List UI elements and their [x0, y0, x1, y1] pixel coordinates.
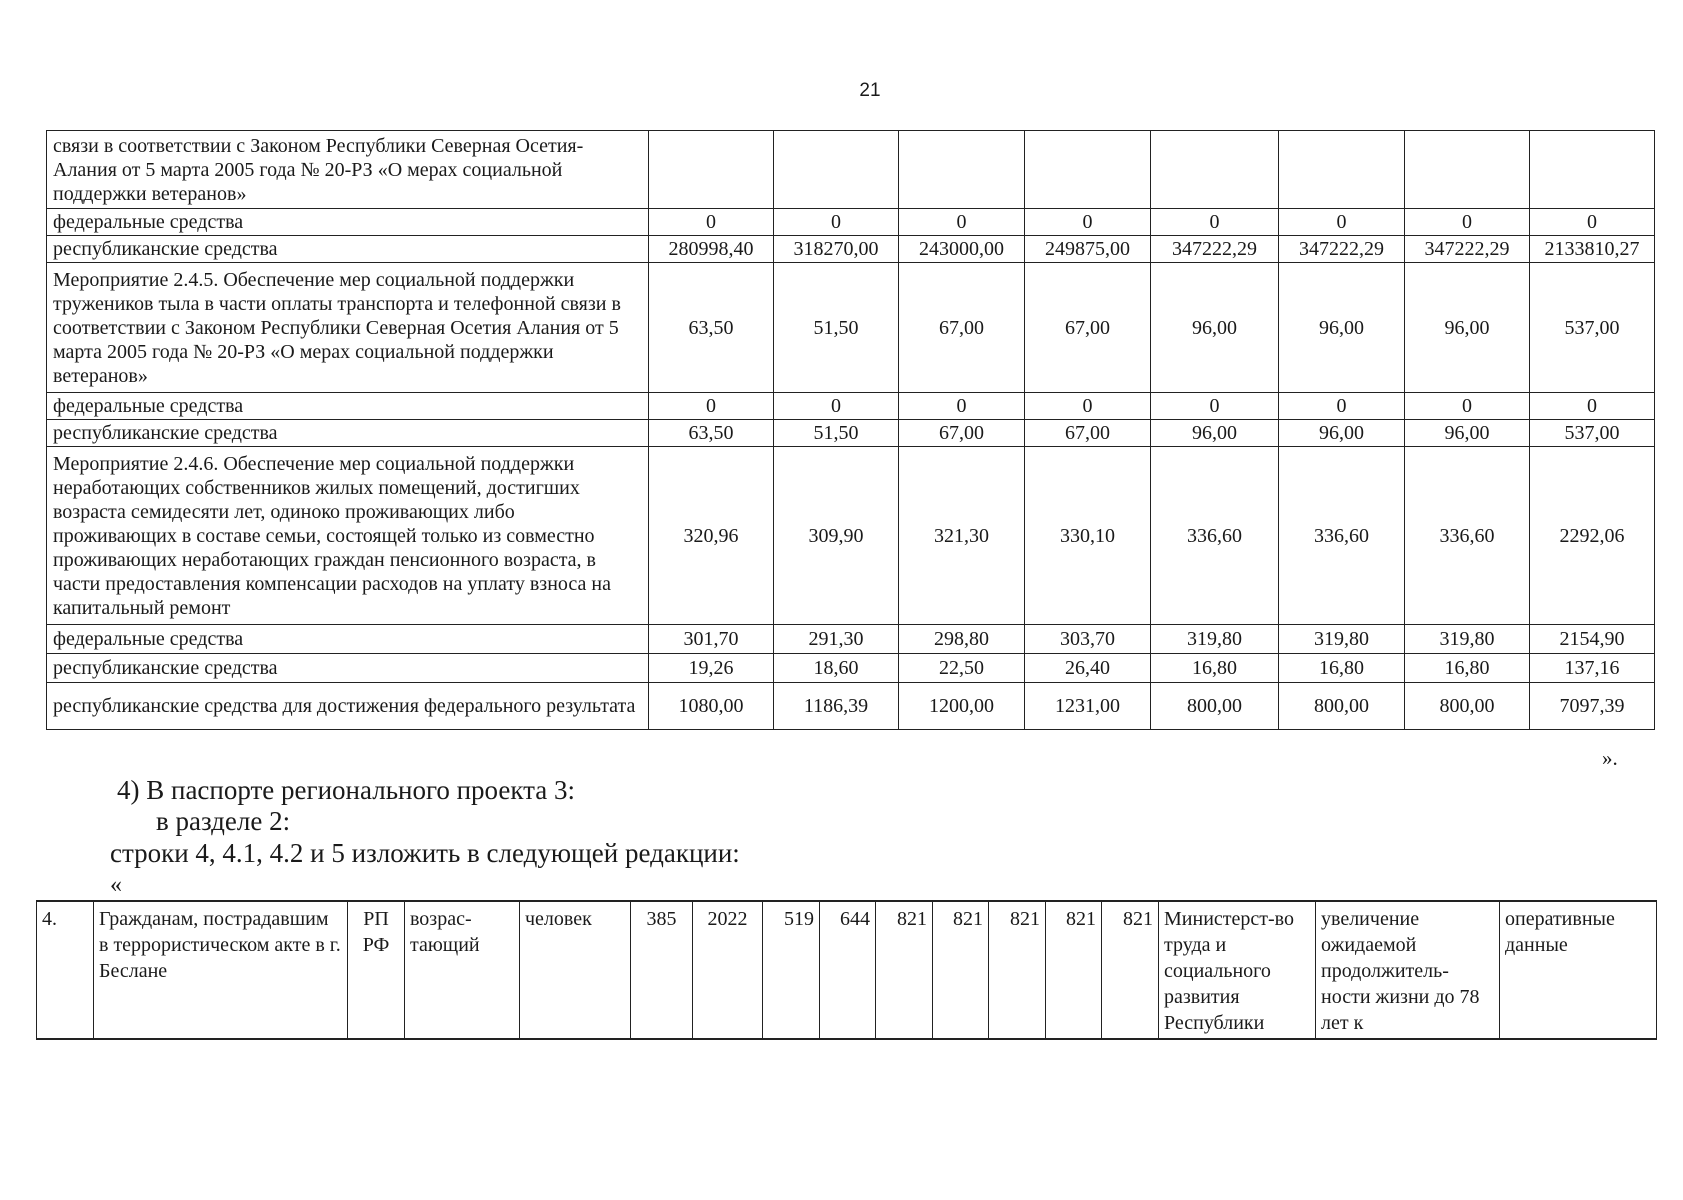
funding-row [47, 447, 1655, 625]
funding-value: 0 [1530, 393, 1655, 420]
funding-value: 243000,00 [899, 236, 1025, 263]
funding-value: 51,50 [774, 263, 899, 393]
funding-value [774, 131, 899, 209]
funding-row-description: федеральные средства [47, 393, 649, 420]
funding-value: 0 [774, 393, 899, 420]
funding-value [1025, 131, 1151, 209]
funding-value: 0 [774, 209, 899, 236]
indicator-value: 821 [876, 901, 933, 1039]
funding-row-description: связи в соответствии с Законом Республики Северная Осетия-Алания от 5 марта 2005 года № 20-РЗ «О мерах социальной поддержки ветеранов» [47, 131, 649, 209]
funding-value: 96,00 [1151, 420, 1279, 447]
funding-value [1151, 131, 1279, 209]
funding-value: 0 [1151, 393, 1279, 420]
funding-value: 0 [1279, 393, 1405, 420]
indicator-table [36, 900, 1657, 1040]
funding-value: 0 [1279, 209, 1405, 236]
funding-row-description: республиканские средства для достижения федерального результата [47, 683, 649, 730]
funding-row [47, 263, 1655, 393]
funding-value: 800,00 [1405, 683, 1530, 730]
funding-value: 0 [899, 209, 1025, 236]
funding-value: 298,80 [899, 625, 1025, 654]
funding-value: 19,26 [649, 654, 774, 683]
funding-row [47, 683, 1655, 730]
funding-value: 67,00 [899, 263, 1025, 393]
paragraph-section: в разделе 2: [156, 806, 291, 836]
funding-value [899, 131, 1025, 209]
funding-value: 67,00 [1025, 420, 1151, 447]
funding-value: 18,60 [774, 654, 899, 683]
funding-value: 51,50 [774, 420, 899, 447]
funding-value: 0 [1405, 393, 1530, 420]
indicator-info-system: оперативные данные [1500, 901, 1657, 1039]
indicator-value: 821 [933, 901, 989, 1039]
funding-row-description: федеральные средства [47, 209, 649, 236]
funding-value: 16,80 [1279, 654, 1405, 683]
funding-value: 347222,29 [1405, 236, 1530, 263]
open-quote: « [110, 872, 122, 898]
funding-value: 336,60 [1405, 447, 1530, 625]
funding-value: 319,80 [1151, 625, 1279, 654]
funding-value: 96,00 [1405, 420, 1530, 447]
funding-value: 2133810,27 [1530, 236, 1655, 263]
funding-value: 0 [1151, 209, 1279, 236]
funding-value: 137,16 [1530, 654, 1655, 683]
funding-value: 63,50 [649, 263, 774, 393]
indicator-trend: возрас-тающий [405, 901, 520, 1039]
funding-value: 63,50 [649, 420, 774, 447]
indicator-value: 821 [1046, 901, 1102, 1039]
funding-row-description: федеральные средства [47, 625, 649, 654]
funding-value: 800,00 [1151, 683, 1279, 730]
indicator-name: Гражданам, пострадавшим в террористическом акте в г. Беслане [94, 901, 348, 1039]
funding-table [46, 130, 1655, 730]
funding-value: 67,00 [899, 420, 1025, 447]
indicator-level: РП РФ [348, 901, 405, 1039]
funding-value: 22,50 [899, 654, 1025, 683]
funding-value: 336,60 [1151, 447, 1279, 625]
funding-value [1405, 131, 1530, 209]
funding-value: 0 [649, 209, 774, 236]
funding-value: 537,00 [1530, 263, 1655, 393]
funding-value [1530, 131, 1655, 209]
funding-value: 96,00 [1279, 420, 1405, 447]
funding-value: 320,96 [649, 447, 774, 625]
funding-value: 301,70 [649, 625, 774, 654]
funding-value: 2154,90 [1530, 625, 1655, 654]
funding-row-description: Мероприятие 2.4.6. Обеспечение мер социальной поддержки неработающих собственников жилых помещений, достигших возраста семидесяти лет, одиноко проживающих либо проживающих в составе семьи, состоящей только из совместно проживающих неработающих граждан пенсионного возраста, в части предоставления компенсации расходов на уплату взноса на капитальный ремонт [47, 447, 649, 625]
indicator-value: 519 [763, 901, 820, 1039]
funding-value: 1231,00 [1025, 683, 1151, 730]
funding-value: 0 [1530, 209, 1655, 236]
indicator-value: 644 [820, 901, 876, 1039]
funding-value: 291,30 [774, 625, 899, 654]
funding-value: 16,80 [1405, 654, 1530, 683]
funding-value: 347222,29 [1151, 236, 1279, 263]
funding-value: 280998,40 [649, 236, 774, 263]
paragraph-project-passport: 4) В паспорте регионального проекта 3: [117, 775, 575, 805]
funding-value: 336,60 [1279, 447, 1405, 625]
funding-value: 26,40 [1025, 654, 1151, 683]
funding-row [47, 393, 1655, 420]
paragraph-rows-instruction: строки 4, 4.1, 4.2 и 5 изложить в следующей редакции: [110, 838, 740, 868]
funding-row [47, 236, 1655, 263]
funding-row [47, 625, 1655, 654]
funding-value: 96,00 [1405, 263, 1530, 393]
indicator-row [37, 901, 1657, 1039]
indicator-value: 821 [1102, 901, 1159, 1039]
funding-value: 1080,00 [649, 683, 774, 730]
funding-value: 0 [1405, 209, 1530, 236]
funding-value: 96,00 [1279, 263, 1405, 393]
funding-value: 537,00 [1530, 420, 1655, 447]
funding-value: 319,80 [1279, 625, 1405, 654]
funding-row [47, 654, 1655, 683]
funding-row-description: республиканские средства [47, 420, 649, 447]
funding-value: 0 [1025, 209, 1151, 236]
indicator-unit: человек [520, 901, 631, 1039]
funding-value: 309,90 [774, 447, 899, 625]
funding-row [47, 209, 1655, 236]
funding-value: 2292,06 [1530, 447, 1655, 625]
funding-value: 319,80 [1405, 625, 1530, 654]
funding-value: 0 [649, 393, 774, 420]
indicator-base-year: 2022 [693, 901, 763, 1039]
funding-value: 96,00 [1151, 263, 1279, 393]
funding-row [47, 131, 1655, 209]
funding-value: 67,00 [1025, 263, 1151, 393]
funding-value: 330,10 [1025, 447, 1151, 625]
closing-quote: ». [1602, 746, 1618, 770]
funding-value: 1186,39 [774, 683, 899, 730]
funding-value: 318270,00 [774, 236, 899, 263]
indicator-goal-link: увеличение ожидаемой продолжитель-ности жизни до 78 лет к [1316, 901, 1500, 1039]
funding-value: 16,80 [1151, 654, 1279, 683]
funding-value: 0 [899, 393, 1025, 420]
funding-value: 249875,00 [1025, 236, 1151, 263]
indicator-number: 4. [37, 901, 94, 1039]
funding-value: 7097,39 [1530, 683, 1655, 730]
funding-value: 800,00 [1279, 683, 1405, 730]
funding-value: 0 [1025, 393, 1151, 420]
funding-value [649, 131, 774, 209]
funding-row-description: республиканские средства [47, 236, 649, 263]
funding-row [47, 420, 1655, 447]
funding-value: 347222,29 [1279, 236, 1405, 263]
funding-value [1279, 131, 1405, 209]
funding-value: 303,70 [1025, 625, 1151, 654]
page-number: 21 [859, 80, 881, 101]
funding-row-description: Мероприятие 2.4.5. Обеспечение мер социальной поддержки тружеников тыла в части оплаты транспорта и телефонной связи в соответствии с Законом Республики Северная Осетия Алания от 5 марта 2005 года № 20-РЗ «О мерах социальной поддержки ветеранов» [47, 263, 649, 393]
funding-value: 1200,00 [899, 683, 1025, 730]
indicator-responsible: Министерст-во труда и социального развития Республики [1159, 901, 1316, 1039]
indicator-value: 821 [989, 901, 1046, 1039]
funding-row-description: республиканские средства [47, 654, 649, 683]
indicator-base-value: 385 [631, 901, 693, 1039]
funding-value: 321,30 [899, 447, 1025, 625]
